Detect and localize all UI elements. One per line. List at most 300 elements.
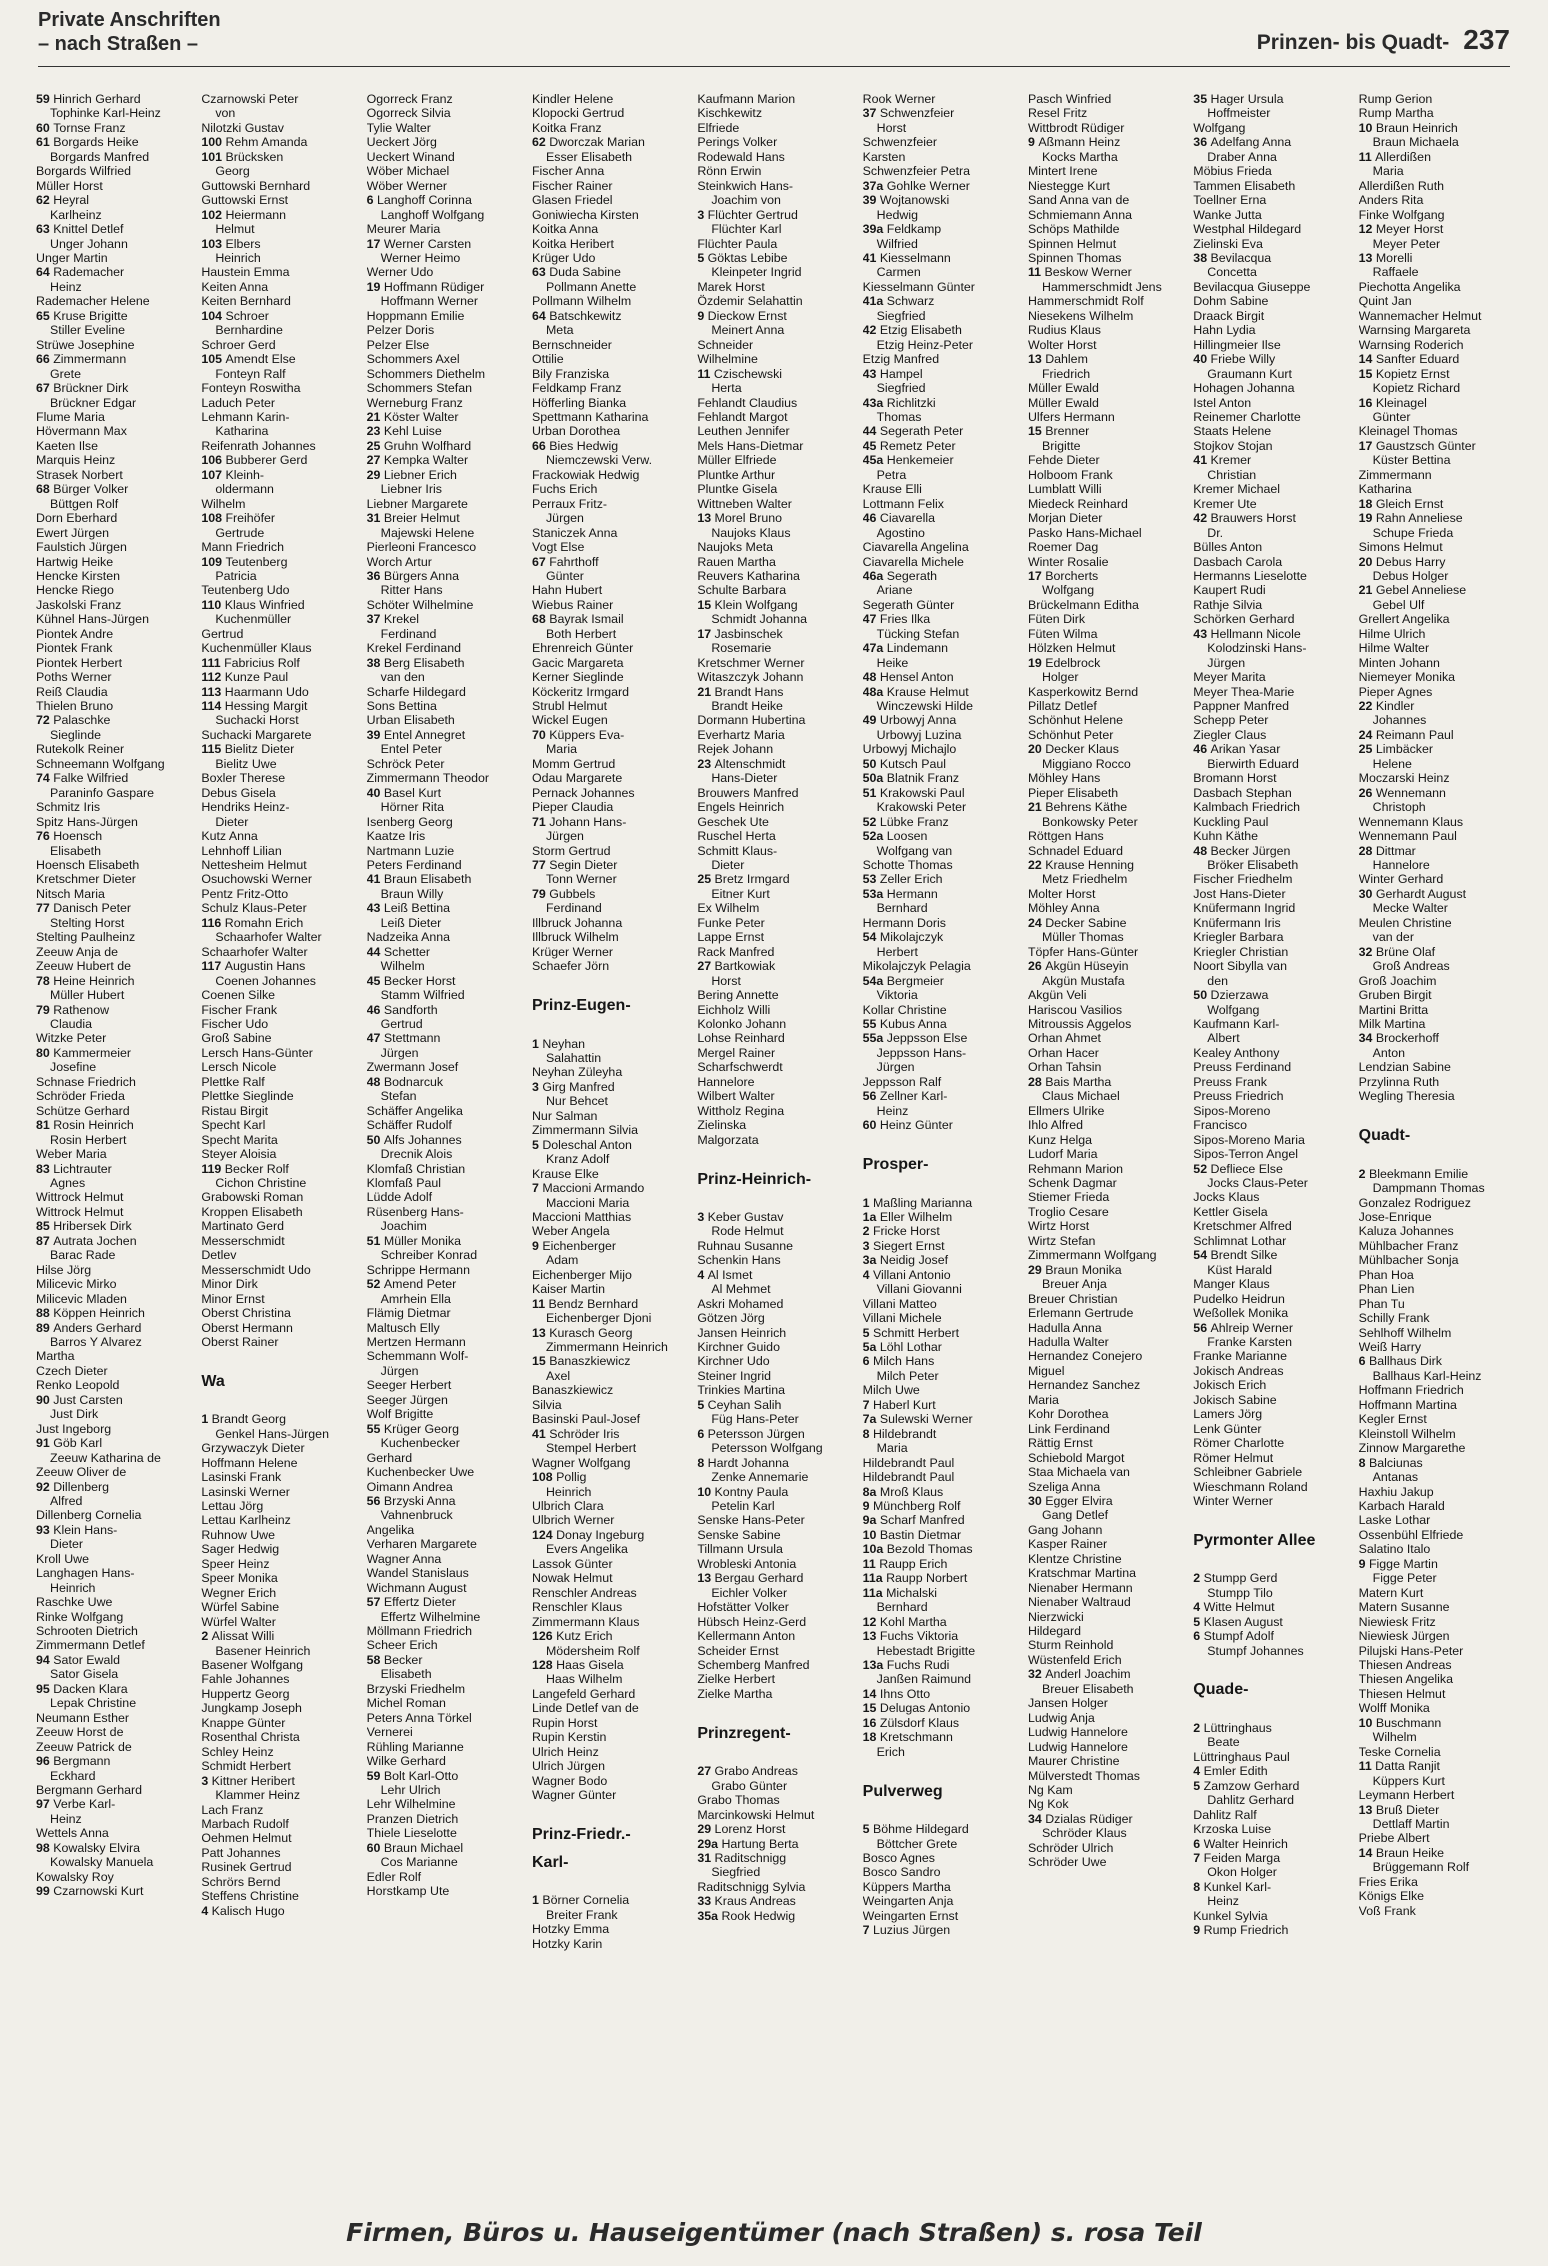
directory-entry: Heinz: [50, 1811, 82, 1826]
house-number: 13: [1358, 1802, 1376, 1817]
directory-entry: Höfferling Bianka: [531, 395, 627, 410]
house-number: 57: [366, 1595, 384, 1610]
resident-name: Neidig Josef: [879, 1253, 949, 1268]
directory-entry: Rutekolk Reiner: [36, 742, 125, 757]
directory-column: [201, 92, 360, 2207]
directory-entry: Grabo Günter: [711, 1778, 788, 1793]
house-number: 4: [1193, 1764, 1204, 1779]
street-heading: Pyrmonter Allee: [1193, 1531, 1316, 1549]
resident-name: Kalisch Hugo: [211, 1903, 285, 1918]
house-number: 44: [862, 424, 880, 439]
directory-entry: [697, 1764, 856, 1778]
directory-entry: Lottmann Felix: [862, 496, 944, 511]
directory-entry: [367, 728, 526, 742]
house-number: 41: [862, 250, 880, 265]
directory-entry: Weber Maria: [36, 1147, 107, 1162]
directory-entry: Schommers Diethelm: [366, 366, 486, 381]
directory-entry: Schemmann Wolf-: [366, 1349, 469, 1364]
directory-entry: Stiemer Frieda: [1027, 1190, 1110, 1205]
resident-name: Wojtanowski: [879, 193, 950, 208]
house-number: 45a: [862, 453, 887, 468]
directory-entry: Stumpf Johannes: [1207, 1643, 1304, 1658]
directory-entry: Pappner Manfred: [1193, 699, 1290, 714]
directory-entry: Villani Michele: [862, 1311, 942, 1326]
house-number: 43: [366, 901, 384, 916]
directory-entry: Schiebold Margot: [1027, 1450, 1125, 1465]
directory-entry: [367, 410, 526, 424]
directory-entry: [1193, 1321, 1352, 1335]
directory-entry: [863, 1557, 1022, 1571]
directory-entry: Scharfschwerdt: [697, 1060, 783, 1075]
directory-entry: [1193, 352, 1352, 366]
resident-name: Pollig: [556, 1470, 587, 1485]
spacer: [697, 1196, 856, 1210]
directory-entry: Kaatze Iris: [366, 829, 426, 844]
directory-entry: Evers Angelika: [545, 1542, 628, 1557]
directory-entry: Wennemann Klaus: [1358, 814, 1464, 829]
directory-entry: [201, 1162, 360, 1176]
directory-entry: Miedeck Reinhard: [1027, 496, 1128, 511]
directory-entry: Pluntke Gisela: [697, 482, 778, 497]
directory-entry: [201, 150, 360, 164]
directory-entry: Schroer Gerd: [201, 337, 276, 352]
directory-entry: Phan Tu: [1358, 1296, 1405, 1311]
resident-name: Brüne Olaf: [1375, 944, 1436, 959]
house-number: 1: [201, 1412, 212, 1427]
resident-name: Rahn Anneliese: [1375, 511, 1463, 526]
house-number: 7: [531, 1181, 543, 1196]
directory-entry: Kleinstoll Wilhelm: [1358, 1426, 1456, 1441]
directory-entry: Ferdinand: [545, 901, 602, 916]
directory-entry: Nadzeika Anna: [366, 930, 451, 945]
directory-entry: [367, 612, 526, 626]
directory-entry: Pluntke Arthur: [697, 467, 776, 482]
directory-entry: [36, 1219, 195, 1233]
house-number: 3: [862, 1238, 873, 1253]
directory-entry: Pieper Claudia: [531, 800, 614, 815]
house-number: 24: [1027, 915, 1046, 930]
directory-entry: Dieter: [215, 814, 249, 829]
directory-entry: Meurer Maria: [366, 222, 441, 237]
directory-entry: Bernhardine: [215, 323, 283, 338]
resident-name: Lübke Franz: [879, 814, 949, 829]
resident-name: Krekel: [383, 612, 420, 627]
resident-name: Bleekmann Emilie: [1368, 1166, 1469, 1181]
directory-entry: [697, 685, 856, 699]
directory-entry: Hörner Rita: [380, 800, 445, 815]
directory-entry: Stumpp Tilo: [1207, 1585, 1273, 1600]
directory-entry: [863, 1542, 1022, 1556]
house-number: 28: [1027, 1074, 1046, 1089]
directory-entry: Wilhelm: [1372, 1730, 1417, 1745]
directory-entry: [201, 237, 360, 251]
resident-name: Sator Ewald: [53, 1652, 121, 1667]
directory-entry: Anton: [1372, 1045, 1406, 1060]
resident-name: Kubus Anna: [879, 1017, 947, 1031]
resident-name: Kiesselmann: [879, 250, 951, 265]
directory-entry: [863, 1210, 1022, 1224]
house-number: 109: [201, 554, 226, 569]
directory-entry: Messerschmidt Udo: [201, 1262, 311, 1277]
directory-entry: Rodewald Hans: [697, 149, 785, 164]
house-number: 103: [201, 236, 226, 251]
directory-entry: Kretschmer Alfred: [1193, 1219, 1292, 1234]
directory-entry: Ziegler Claus: [1193, 727, 1267, 742]
resident-name: Remetz Peter: [879, 438, 956, 453]
resident-name: Breier Helmut: [383, 511, 460, 526]
directory-entry: [1193, 1851, 1352, 1865]
directory-entry: Maurer Christine: [1027, 1754, 1120, 1769]
directory-entry: Joachim: [380, 1219, 427, 1234]
directory-entry: Linde Detlef van de: [531, 1701, 639, 1716]
resident-name: Haas Gisela: [556, 1658, 624, 1672]
directory-entry: [201, 135, 360, 149]
directory-entry: Flüchter Paula: [697, 236, 778, 251]
directory-entry: Herbert: [876, 944, 918, 959]
directory-entry: Agostino: [876, 525, 925, 540]
directory-entry: Mikolajczyk Pelagia: [862, 959, 971, 974]
resident-name: Altenschmidt: [714, 756, 786, 771]
directory-entry: Lettau Jörg: [201, 1499, 264, 1514]
resident-name: Bodnarcuk: [383, 1074, 444, 1089]
directory-entry: [532, 309, 691, 323]
resident-name: Bies Hedwig: [549, 438, 619, 453]
resident-name: Krüger Georg: [383, 1421, 459, 1436]
house-number: 11: [531, 1296, 549, 1311]
resident-name: Kremer: [1210, 453, 1252, 468]
spacer: [532, 1803, 691, 1817]
house-number: 45: [366, 973, 384, 988]
directory-entry: [367, 1841, 526, 1855]
directory-entry: [697, 1571, 856, 1585]
directory-entry: Tücking Stefan: [876, 626, 960, 641]
directory-entry: Groß Joachim: [1358, 973, 1437, 988]
street-range: Prinzen- bis Quadt-: [1256, 31, 1450, 54]
house-number: 12: [862, 1614, 880, 1629]
resident-name: Lorenz Horst: [714, 1822, 786, 1837]
house-number: 110: [201, 597, 225, 612]
resident-name: Hribersek Dirk: [53, 1219, 132, 1234]
resident-name: Dillenberg: [53, 1479, 110, 1494]
directory-entry: Senske Hans-Peter: [697, 1513, 805, 1528]
directory-entry: Kirchner Guido: [697, 1340, 780, 1355]
resident-name: Just Carsten: [53, 1392, 123, 1407]
directory-entry: Grabo Thomas: [697, 1793, 780, 1808]
resident-name: Morelli: [1375, 250, 1413, 265]
directory-entry: Fischer Rainer: [531, 178, 613, 193]
directory-entry: [201, 1904, 360, 1918]
directory-entry: Brigitte: [1041, 438, 1081, 453]
directory-entry: Ewert Jürgen: [36, 525, 110, 540]
directory-entry: Werner Udo: [366, 265, 434, 280]
directory-entry: [863, 1687, 1022, 1701]
directory-entry: Fehlandt Margot: [697, 409, 788, 424]
directory-entry: Plettke Ralf: [201, 1074, 265, 1089]
directory-entry: Akgün Veli: [1027, 988, 1087, 1003]
directory-entry: Leuthen Jennifer: [697, 424, 790, 439]
directory-entry: Zielinska: [697, 1118, 747, 1133]
directory-entry: Jürgen: [545, 829, 584, 844]
directory-entry: [697, 959, 856, 973]
house-number: 23: [366, 424, 384, 439]
resident-name: Werner Carsten: [383, 236, 472, 251]
directory-entry: Horstkamp Ute: [366, 1884, 450, 1899]
directory-entry: Dr.: [1207, 525, 1224, 540]
directory-entry: Przylinna Ruth: [1358, 1074, 1440, 1089]
house-number: 1: [862, 1195, 873, 1210]
directory-entry: Zielke Martha: [697, 1686, 773, 1701]
directory-entry: Jansen Holger: [1027, 1696, 1108, 1711]
directory-entry: Karsten: [862, 149, 906, 164]
resident-name: Hoffmann Rüdiger: [383, 279, 485, 294]
directory-entry: [863, 815, 1022, 829]
directory-entry: [1359, 1456, 1518, 1470]
directory-entry: Maria: [1372, 164, 1404, 179]
directory-entry: [1193, 135, 1352, 149]
house-number: 55: [366, 1421, 384, 1436]
directory-entry: Werner Heimo: [380, 250, 461, 265]
directory-entry: Hadulla Anna: [1027, 1320, 1102, 1335]
house-number: 50: [862, 756, 880, 771]
directory-entry: [201, 699, 360, 713]
resident-name: Klein Hans-: [53, 1522, 118, 1537]
directory-entry: Meulen Christine: [1358, 915, 1452, 930]
house-number: 46: [1193, 742, 1211, 757]
house-number: 8: [1358, 1455, 1369, 1470]
house-number: 60: [36, 120, 54, 135]
resident-name: Hellmann Nicole: [1210, 626, 1301, 641]
directory-entry: Eitner Kurt: [711, 886, 770, 901]
directory-entry: Hoffmann Martina: [1358, 1397, 1457, 1412]
directory-entry: Kunkel Sylvia: [1193, 1908, 1268, 1923]
directory-entry: [697, 367, 856, 381]
directory-entry: [863, 1923, 1022, 1937]
house-number: 48: [862, 670, 880, 685]
directory-entry: Schröder Ulrich: [1027, 1840, 1114, 1855]
directory-entry: Lasinski Werner: [201, 1484, 290, 1499]
directory-entry: Küppers Martha: [862, 1879, 951, 1894]
directory-entry: Basinski Paul-Josef: [531, 1412, 641, 1427]
directory-entry: Gertrud: [380, 1017, 423, 1031]
spacer: [532, 1022, 691, 1036]
directory-entry: [1193, 844, 1352, 858]
house-number: 5: [531, 1137, 543, 1152]
directory-entry: Hadulla Walter: [1027, 1334, 1109, 1349]
resident-name: Brenner: [1045, 424, 1090, 439]
resident-name: Bendz Bernhard: [548, 1296, 639, 1311]
directory-entry: Momm Gertrud: [531, 756, 616, 771]
directory-entry: Wüstenfeld Erich: [1027, 1652, 1122, 1667]
resident-name: Raupp Erich: [879, 1556, 948, 1571]
directory-entry: Perraux Fritz-: [531, 496, 608, 511]
directory-entry: Heinrich: [215, 250, 261, 265]
directory-entry: Nitsch Maria: [36, 886, 105, 901]
directory-entry: Klopocki Gertrud: [531, 106, 625, 121]
directory-entry: [36, 121, 195, 135]
resident-name: Basel Kurt: [383, 785, 442, 800]
house-number: 33: [697, 1894, 715, 1909]
directory-entry: Graumann Kurt: [1207, 366, 1293, 381]
resident-name: Reimann Paul: [1375, 727, 1454, 742]
resident-name: Augustin Hans: [224, 959, 306, 974]
directory-entry: Schmidt Johanna: [711, 612, 808, 627]
directory-entry: Schleibner Gabriele: [1193, 1465, 1303, 1480]
directory-entry: Neyhan Züleyha: [531, 1065, 623, 1080]
directory-entry: Maria: [545, 742, 577, 757]
resident-name: Sulewski Werner: [879, 1412, 973, 1427]
directory-entry: Schaarhofer Walter: [215, 930, 322, 945]
resident-name: Edelbrock: [1045, 655, 1101, 670]
house-number: 105: [201, 352, 226, 367]
resident-name: Buschmann: [1375, 1715, 1442, 1730]
house-number: 94: [36, 1652, 54, 1667]
directory-entry: Noort Sibylla van: [1193, 959, 1287, 974]
resident-name: Arikan Yasar: [1210, 742, 1281, 757]
resident-name: Fuchs Rudi: [886, 1658, 950, 1672]
directory-entry: Sand Anna van de: [1027, 193, 1130, 208]
directory-entry: [697, 1837, 856, 1851]
directory-entry: Sehlhoff Wilhelm: [1358, 1325, 1452, 1340]
directory-entry: Ossenbühl Elfriede: [1358, 1527, 1464, 1542]
directory-entry: [532, 439, 691, 453]
directory-entry: Köckeritz Irmgard: [531, 684, 630, 699]
directory-entry: [863, 439, 1022, 453]
directory-entry: Staa Michaela van: [1027, 1465, 1130, 1480]
resident-name: Elbers: [225, 236, 261, 251]
house-number: 11: [697, 366, 714, 381]
directory-entry: Janßen Raimund: [876, 1672, 971, 1687]
directory-entry: Hoensch Elisabeth: [36, 858, 140, 873]
house-number: 50: [1193, 988, 1211, 1003]
house-number: 34: [1358, 1031, 1376, 1046]
directory-entry: Müller Horst: [36, 178, 103, 193]
directory-entry: [863, 713, 1022, 727]
house-number: 112: [201, 670, 225, 685]
house-number: 11: [1358, 149, 1376, 164]
street-heading: Quadt-: [1358, 1127, 1411, 1145]
directory-entry: [532, 1326, 691, 1340]
directory-entry: Christian: [1207, 467, 1257, 482]
directory-entry: Brouwers Manfred: [697, 785, 799, 800]
directory-entry: Kowalsky Roy: [36, 1869, 114, 1884]
house-number: 28: [1358, 843, 1376, 858]
directory-entry: Wilbert Walter: [697, 1089, 775, 1104]
resident-name: Decker Sabine: [1045, 915, 1127, 930]
house-number: 5: [697, 250, 708, 265]
directory-entry: [1028, 1667, 1187, 1681]
directory-entry: Rook Werner: [862, 92, 936, 106]
house-number: 21: [697, 684, 715, 699]
directory-entry: Schley Heinz: [201, 1744, 274, 1759]
resident-name: Heiermann: [225, 207, 287, 222]
house-number: 2: [1193, 1720, 1204, 1735]
house-number: 21: [1027, 800, 1046, 815]
resident-name: Klasen August: [1203, 1614, 1283, 1629]
directory-entry: [863, 1716, 1022, 1730]
directory-entry: [863, 786, 1022, 800]
directory-entry: Guttowski Ernst: [201, 193, 289, 208]
directory-entry: Lenk Günter: [1193, 1421, 1262, 1436]
directory-entry: [201, 208, 360, 222]
resident-name: Feldkamp: [886, 222, 942, 237]
directory-entry: Oimann Andrea: [366, 1479, 453, 1494]
directory-entry: Özdemir Selahattin: [697, 294, 803, 309]
directory-entry: Thiele Lieselotte: [366, 1826, 457, 1841]
directory-entry: Schröder Klaus: [1041, 1826, 1127, 1841]
house-number: 64: [36, 265, 54, 280]
directory-entry: Scharfe Hildegard: [366, 684, 466, 699]
house-number: 14: [1358, 1845, 1376, 1860]
directory-entry: Ludorf Maria: [1027, 1147, 1098, 1162]
directory-entry: Ludwig Anja: [1027, 1710, 1095, 1725]
resident-name: Segin Dieter: [549, 858, 618, 873]
directory-entry: Büttgen Rolf: [50, 496, 119, 511]
directory-entry: [863, 887, 1022, 901]
directory-entry: Piontek Herbert: [36, 655, 123, 670]
directory-entry: Urbowyj Michajlo: [862, 742, 957, 757]
directory-entry: Wandel Stanislaus: [366, 1566, 469, 1581]
resident-name: Friebe Willy: [1210, 352, 1276, 367]
directory-entry: Wittholz Regina: [697, 1103, 785, 1118]
directory-entry: Kolodzinski Hans-: [1207, 641, 1307, 656]
directory-entry: [367, 872, 526, 886]
directory-entry: Breiter Frank: [545, 1907, 618, 1922]
street-heading: Karl-: [531, 1853, 569, 1871]
directory-entry: Warnsing Roderich: [1358, 337, 1464, 352]
resident-name: Kunkel Karl-: [1203, 1879, 1272, 1894]
directory-entry: [1359, 1803, 1518, 1817]
house-number: 114: [201, 699, 225, 714]
directory-entry: Priebe Albert: [1358, 1831, 1430, 1846]
street-heading: Pulverweg: [862, 1782, 943, 1800]
resident-name: Beskow Werner: [1044, 265, 1132, 280]
resident-name: Haberl Kurt: [872, 1397, 936, 1412]
directory-entry: Schröck Peter: [366, 756, 445, 771]
house-number: 8: [862, 1426, 873, 1441]
directory-entry: [532, 1629, 691, 1643]
directory-entry: [532, 858, 691, 872]
directory-entry: Stelting Horst: [50, 915, 125, 930]
directory-entry: Zeeuw Horst de: [36, 1725, 124, 1740]
directory-entry: Bernhard: [876, 1600, 928, 1615]
resident-name: Fabricius Rolf: [224, 655, 300, 670]
house-number: 36: [1193, 135, 1211, 150]
resident-name: Alfs Johannes: [383, 1132, 462, 1147]
directory-entry: Kerner Sieglinde: [531, 670, 624, 685]
directory-entry: Tylie Walter: [366, 120, 431, 135]
directory-entry: [367, 453, 526, 467]
house-number: 102: [201, 207, 226, 222]
directory-entry: Wittbrodt Rüdiger: [1027, 120, 1125, 135]
directory-entry: [863, 1326, 1022, 1340]
directory-entry: Ihlo Alfred: [1027, 1118, 1084, 1133]
house-number: 30: [1358, 886, 1376, 901]
directory-entry: Müller Thomas: [1041, 930, 1124, 945]
directory-entry: Ogorreck Silvia: [366, 106, 451, 121]
house-number: 77: [531, 858, 550, 873]
directory-entry: Knüfermann Ingrid: [1193, 901, 1296, 916]
house-number: 40: [1193, 352, 1211, 367]
directory-entry: Flüchter Karl: [711, 222, 782, 237]
directory-entry: [1193, 742, 1352, 756]
directory-entry: Ulfers Hermann: [1027, 409, 1115, 424]
house-number: 11a: [862, 1585, 887, 1600]
directory-entry: Fonteyn Roswitha: [201, 381, 301, 396]
house-number: 19: [1358, 511, 1376, 526]
directory-entry: Zimmermann: [1358, 467, 1432, 482]
resident-name: Etzig Elisabeth: [879, 323, 962, 338]
directory-entry: Zimmermann Wolfgang: [1027, 1248, 1157, 1263]
